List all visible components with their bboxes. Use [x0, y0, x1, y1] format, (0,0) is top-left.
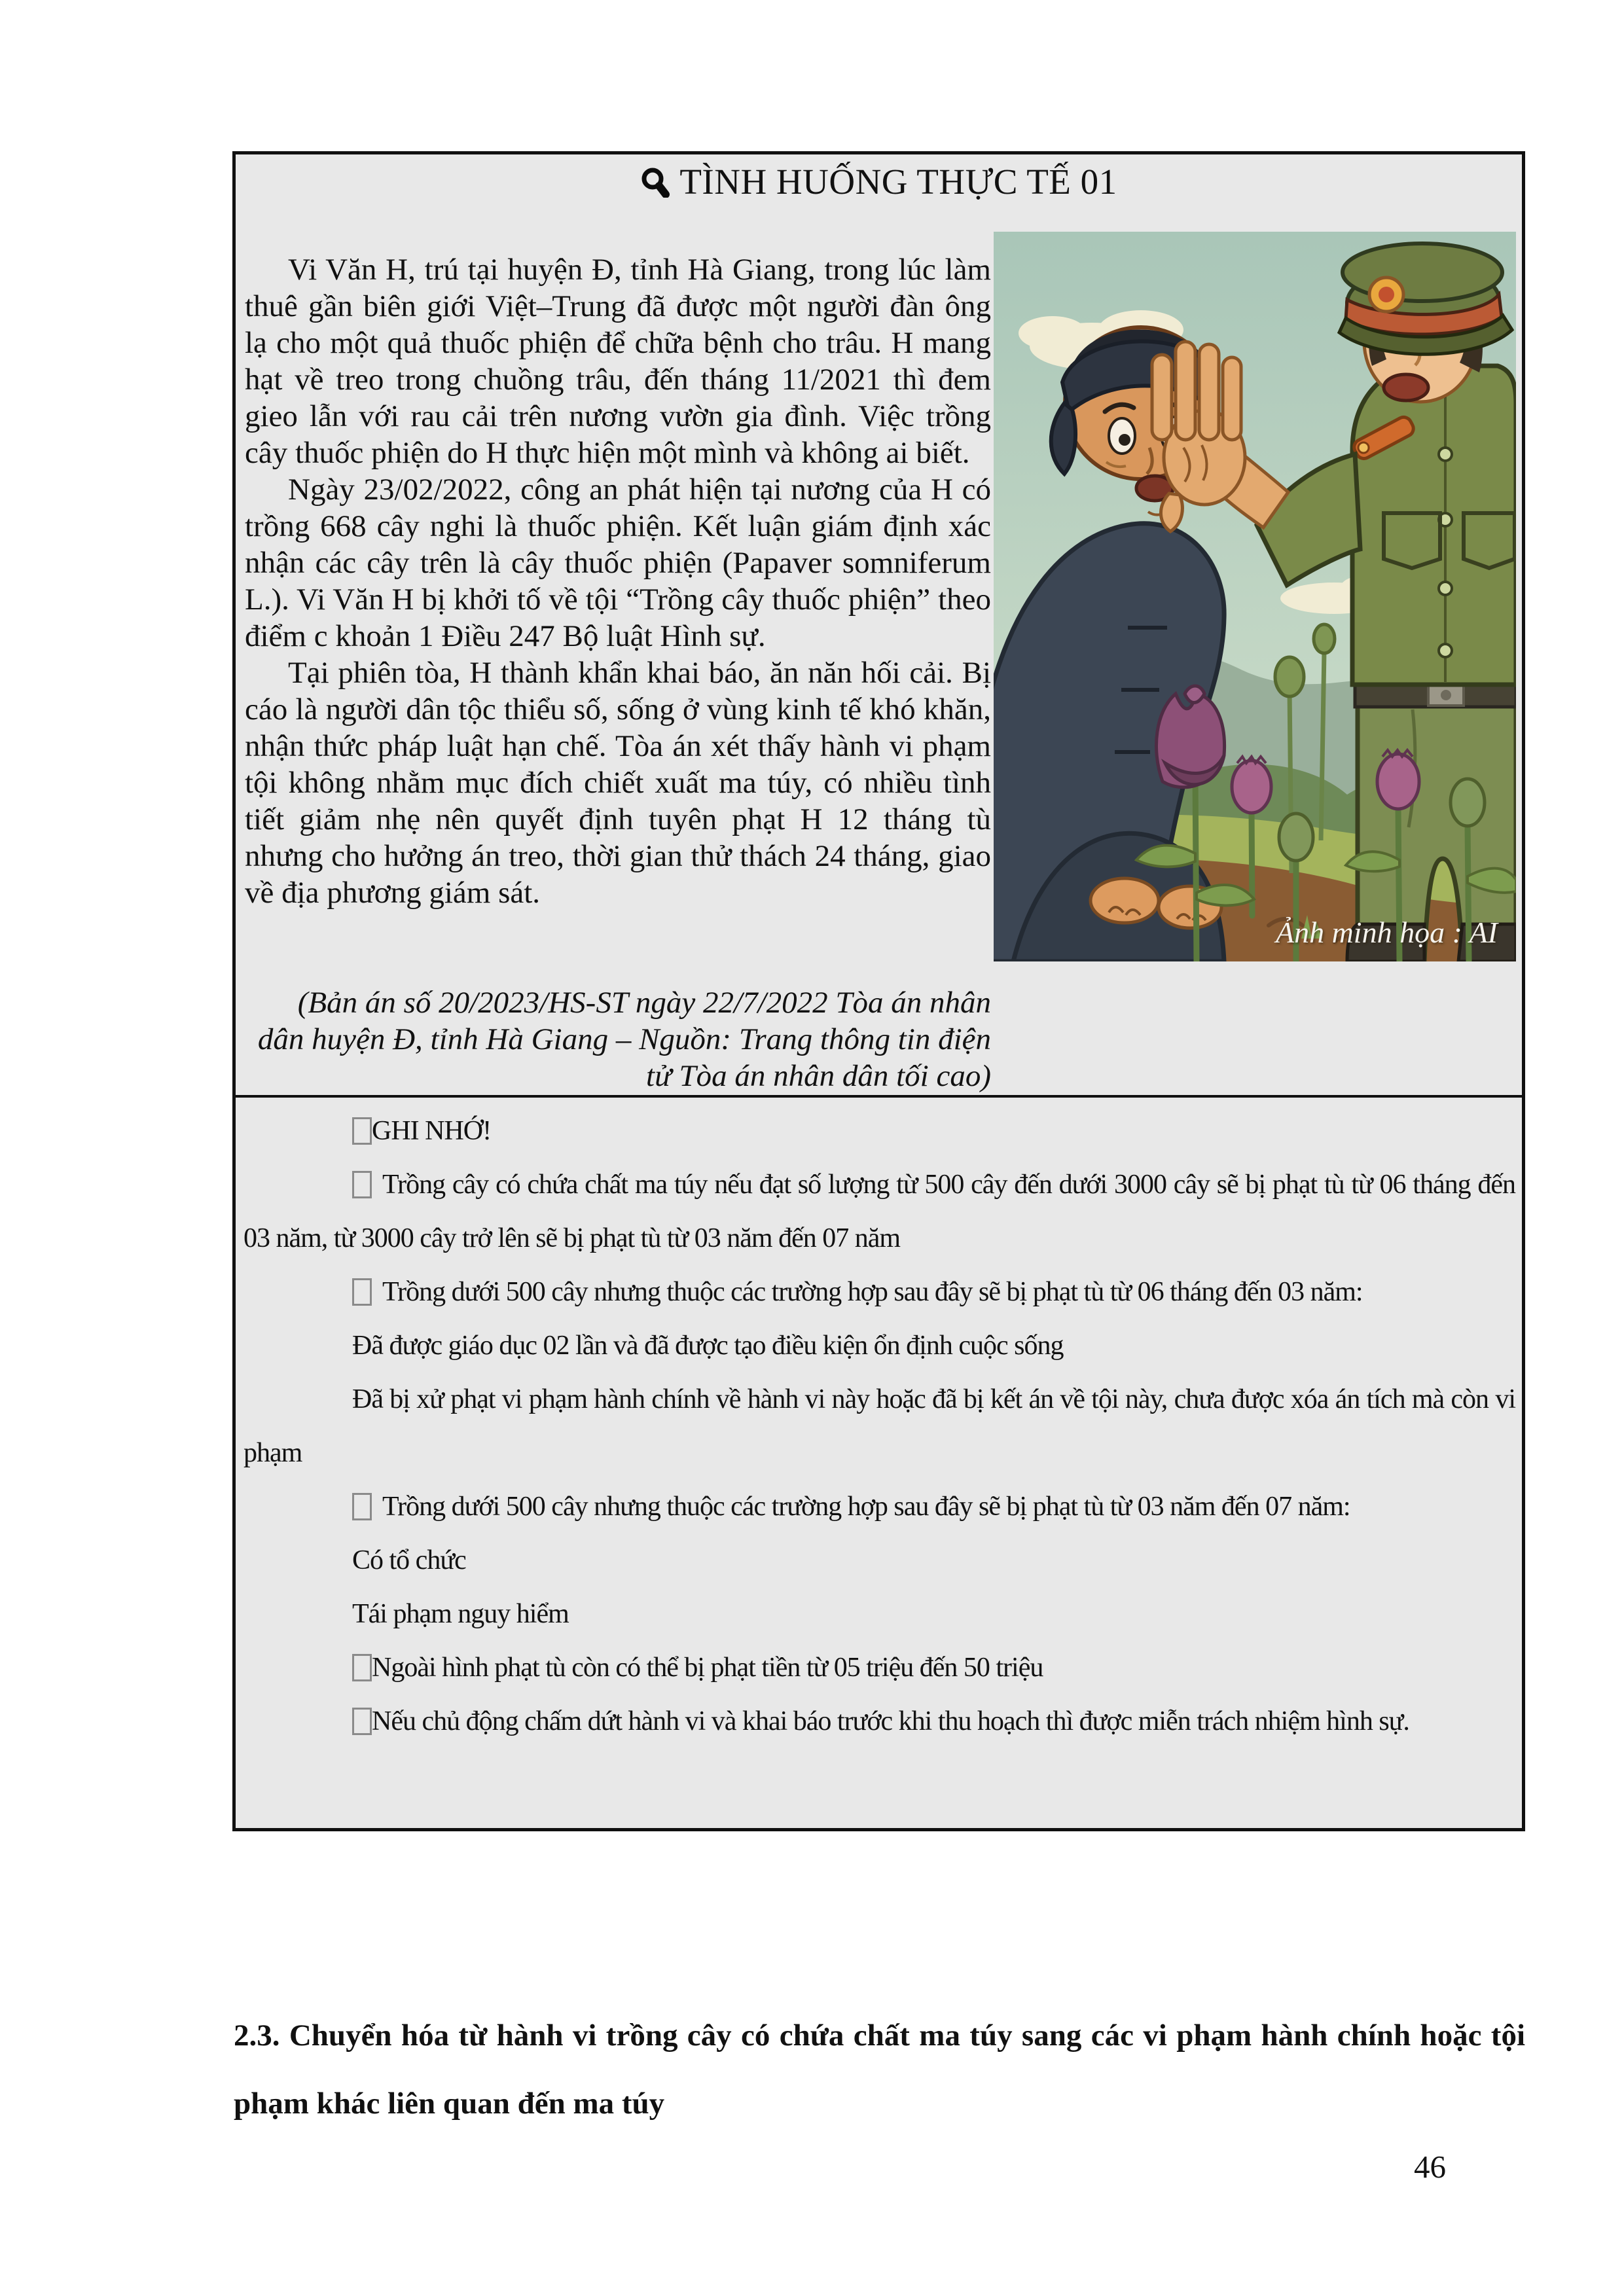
empty-checkbox-icon	[352, 1654, 372, 1681]
memo-box	[232, 1098, 1525, 1831]
memo-item-text: Đã được giáo dục 02 lần và đã được tạo điều kiện ổn định cuộc sống	[352, 1331, 1064, 1361]
memo-item-text: Có tổ chức	[352, 1545, 466, 1575]
empty-checkbox-icon	[352, 1117, 372, 1145]
case-illustration	[994, 232, 1516, 961]
empty-checkbox-icon	[352, 1171, 372, 1198]
page-number: 46	[1414, 2149, 1446, 2185]
memo-item	[244, 1587, 1515, 1641]
memo-item-text: Trồng cây có chứa chất ma túy nếu đạt số lượng từ 500 cây đến dưới 3000 cây sẽ bị phạt tù từ 06 tháng đến 03 năm, từ 3000 cây trở lên sẽ bị phạt tù từ 03 năm đến 07 năm	[244, 1170, 1515, 1253]
magnifier-icon	[640, 165, 670, 206]
memo-item-text: Trồng dưới 500 cây nhưng thuộc các trường hợp sau đây sẽ bị phạt tù từ 06 tháng đến 03 năm:	[382, 1277, 1363, 1307]
memo-item-text: Tái phạm nguy hiểm	[352, 1599, 569, 1629]
story-paragraph: Ngày 23/02/2022, công an phát hiện tại nương của H có trồng 668 cây nghi là thuốc phiện. Kết luận giám định xác nhận các cây trên là cây thuốc phiện (Papaver somniferum L.). Vi Văn H bị khởi tố về tội “Trồng cây thuốc phiện” theo điểm c khoản 1 Điều 247 Bộ luật Hình sự.	[245, 473, 991, 653]
case-story-text	[245, 251, 991, 986]
memo-item	[244, 1695, 1515, 1748]
case-citation: (Bản án số 20/2023/HS-ST ngày 22/7/2022 Tòa án nhân dân huyện Đ, tỉnh Hà Giang – Nguồn: Trang thông tin điện tử Tòa án nhân dân tối cao)	[257, 986, 991, 1093]
memo-item	[244, 1372, 1515, 1480]
memo-title	[244, 1104, 1515, 1158]
memo-item	[244, 1480, 1515, 1534]
memo-item-text: Trồng dưới 500 cây nhưng thuộc các trường hợp sau đây sẽ bị phạt tù từ 03 năm đến 07 năm:	[382, 1492, 1350, 1522]
memo-item	[244, 1265, 1515, 1319]
case-box-title-text: TÌNH HUỐNG THỰC TẾ 01	[679, 162, 1117, 202]
memo-item	[244, 1319, 1515, 1372]
case-study-box	[232, 151, 1525, 1098]
memo-item	[244, 1641, 1515, 1695]
illustration-caption: Ảnh minh họa : AI	[1275, 916, 1498, 949]
memo-item	[244, 1534, 1515, 1587]
memo-title-text: GHI NHỚ!	[372, 1116, 492, 1146]
memo-item-text: Ngoài hình phạt tù còn có thể bị phạt tiền từ 05 triệu đến 50 triệu	[372, 1653, 1043, 1683]
empty-checkbox-icon	[352, 1493, 372, 1520]
section-heading: 2.3. Chuyển hóa từ hành vi trồng cây có chứa chất ma túy sang các vi phạm hành chính hoặc tội phạm khác liên quan đến ma túy	[234, 2018, 1525, 2121]
story-paragraph: Tại phiên tòa, H thành khẩn khai báo, ăn năn hối cải. Bị cáo là người dân tộc thiểu số, sống ở vùng kinh tế khó khăn, nhận thức pháp luật hạn chế. Tòa án xét thấy hành vi phạm tội không nhằm mục đích chiết xuất ma túy, có nhiều tình tiết giảm nhẹ nên quyết định tuyên phạt H 12 tháng tù nhưng cho hưởng án treo, thời gian thử thách 24 tháng, giao về địa phương giám sát.	[245, 656, 991, 910]
memo-item-text: Nếu chủ động chấm dứt hành vi và khai báo trước khi thu hoạch thì được miễn trách nhiệm hình sự.	[372, 1706, 1409, 1736]
empty-checkbox-icon	[352, 1708, 372, 1735]
story-paragraph: Vi Văn H, trú tại huyện Đ, tỉnh Hà Giang, trong lúc làm thuê gần biên giới Việt–Trung đã được một người đàn ông lạ cho một quả thuốc phiện để chữa bệnh cho trâu. H mang hạt về treo trong chuồng trâu, đến tháng 11/2021 thì đem gieo lẫn với rau cải trên nương vườn gia đình. Việc trồng cây thuốc phiện do H thực hiện một mình và không ai biết.	[245, 253, 991, 470]
case-box-title	[236, 161, 1522, 206]
memo-item	[244, 1158, 1515, 1265]
illustration-drawing	[994, 232, 1516, 961]
memo-item-text: Đã bị xử phạt vi phạm hành chính về hành vi này hoặc đã bị kết án về tội này, chưa được xóa án tích mà còn vi phạm	[244, 1384, 1515, 1468]
empty-checkbox-icon	[352, 1278, 372, 1306]
